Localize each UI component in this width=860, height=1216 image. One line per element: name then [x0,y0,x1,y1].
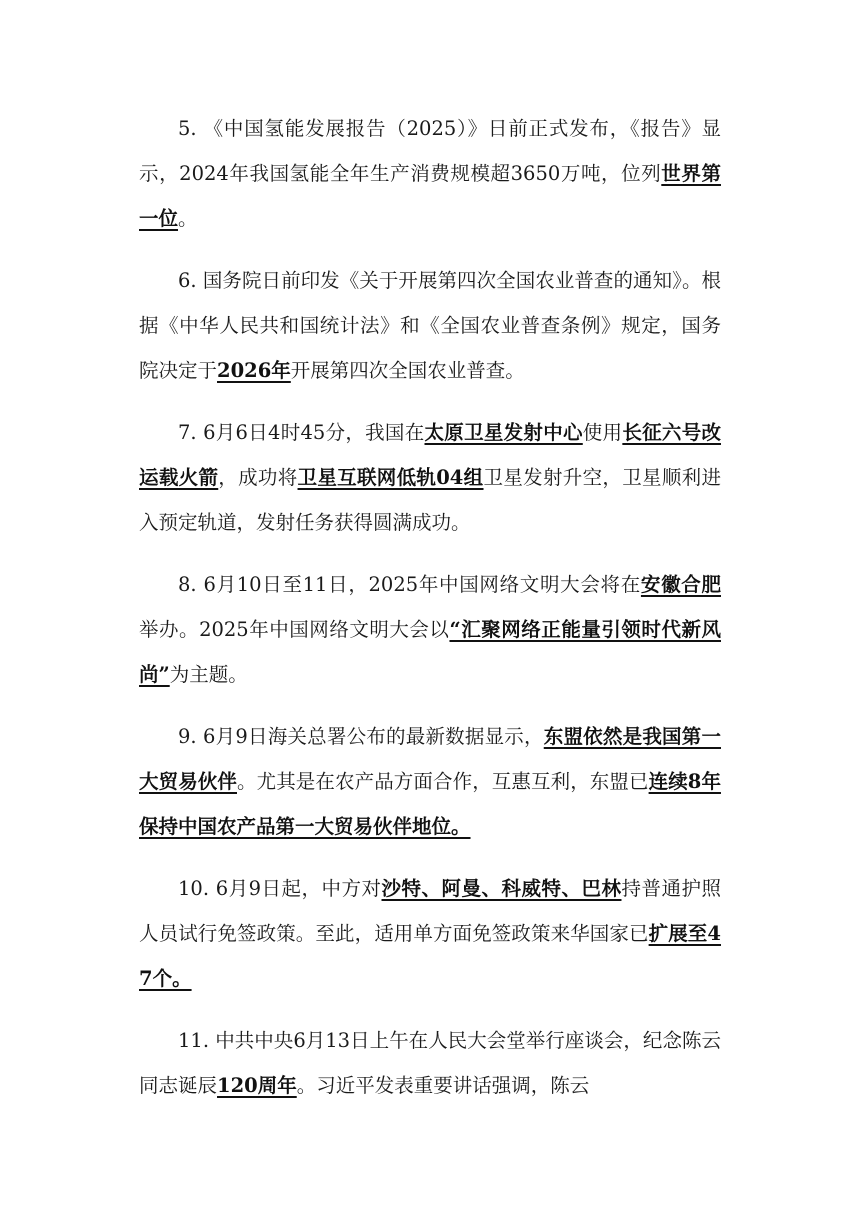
highlight-text: 2026年 [217,359,291,382]
highlight-text: 长征六号改运载火箭 [139,421,721,489]
item-text: 11. 中共中央6月13日上午在人民大会堂举行座谈会，纪念陈云同志诞辰 [139,1029,721,1097]
highlight-text: 东盟依然是我国第一大贸易伙伴 [139,725,721,793]
highlight-text: 连续8年保持中国农产品第一大贸易伙伴地位。 [139,770,721,838]
item-text: 7. 6月6日4时45分，我国在 [178,421,425,444]
news-item-11 [139,1018,721,1108]
item-text: 为主题。 [169,663,248,686]
highlight-text: 安徽合肥 [640,573,721,596]
item-text: 卫星发射升空，卫星顺利进入预定轨道，发射任务获得圆满成功。 [139,466,721,534]
highlight-text: 沙特、阿曼、科威特、巴林 [381,877,622,900]
item-text: 持普通护照人员试行免签政策。至此，适用单方面免签政策来华国家已 [139,877,721,945]
item-text: 10. 6月9日起，中方对 [178,877,382,900]
item-text: 举办。2025年中国网络文明大会以 [139,618,450,641]
item-text: 开展第四次全国农业普查。 [290,359,525,382]
news-item-9 [139,714,721,849]
highlight-text: 太原卫星发射中心 [424,421,583,444]
item-text: 6. 国务院日前印发《关于开展第四次全国农业普查的通知》。根据《中华人民共和国统计法》和《全国农业普查条例》规定，国务院决定于 [139,269,721,382]
item-text: ，成功将 [218,466,298,489]
document-body [139,106,721,1125]
item-text: 8. 6月10日至11日，2025年中国网络文明大会将在 [178,573,641,596]
news-item-7 [139,410,721,545]
news-item-10 [139,866,721,1001]
item-text: 。尤其是在农产品方面合作，互惠互利，东盟已 [237,770,649,793]
highlight-text: 世界第一位 [139,162,721,230]
highlight-text: 卫星互联网低轨04组 [297,466,484,489]
highlight-text: “汇聚网络正能量引领时代新风尚” [139,618,721,686]
highlight-text: 120周年 [217,1074,297,1097]
item-text: 使用 [582,421,623,444]
news-item-8 [139,562,721,697]
item-text: 9. 6月9日海关总署公布的最新数据显示， [178,725,544,748]
item-text: 5. 《中国氢能发展报告（2025）》日前正式发布，《报告》显示，2024年我国氢能全年生产消费规模超3650万吨，位列 [139,117,721,185]
item-text: 。习近平发表重要讲话强调，陈云 [296,1074,590,1097]
news-item-6 [139,258,721,393]
highlight-text: 扩展至47个。 [139,922,721,990]
item-text: 。 [178,207,198,230]
news-item-5 [139,106,721,241]
